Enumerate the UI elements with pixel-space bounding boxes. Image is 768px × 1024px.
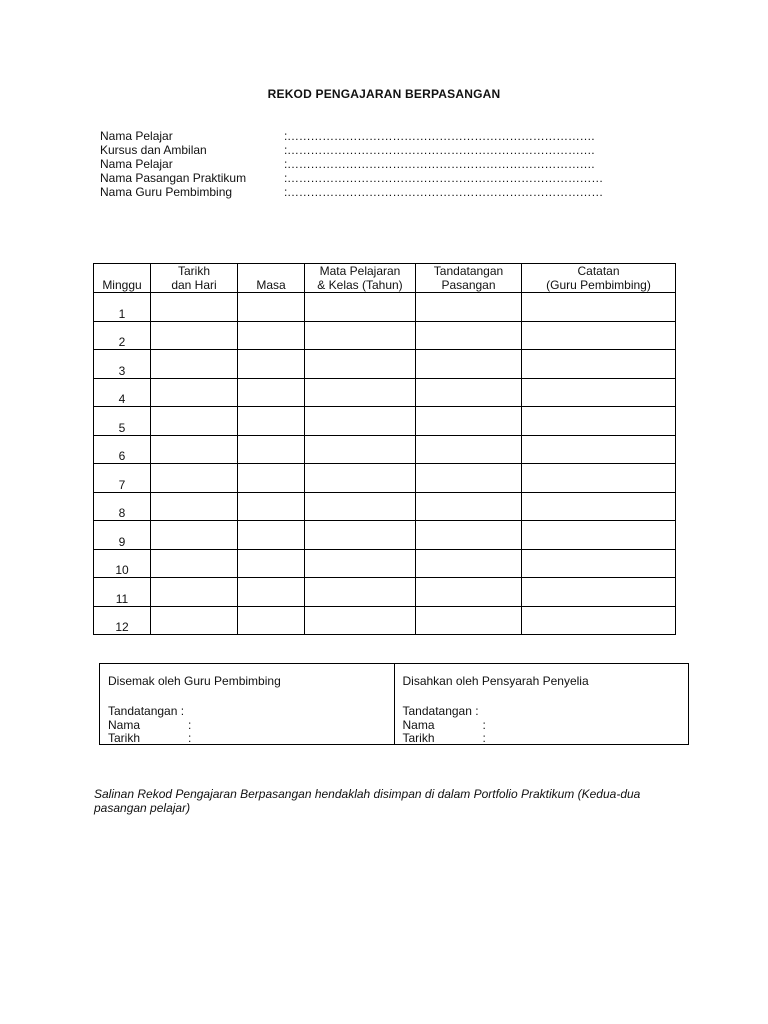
partner-signature-cell[interactable] — [416, 378, 522, 407]
signoff-supervisor-lecturer — [394, 664, 689, 744]
subject-class-cell[interactable] — [305, 407, 416, 436]
col-header-notes: Catatan (Guru Pembimbing) — [522, 264, 676, 293]
time-cell[interactable] — [238, 549, 305, 578]
week-number-cell: 5 — [94, 407, 151, 436]
col-header-week: Minggu — [94, 264, 151, 293]
table-row — [94, 350, 676, 379]
subject-class-cell[interactable] — [305, 321, 416, 350]
name-line[interactable]: Nama : — [108, 718, 192, 732]
date-day-cell[interactable] — [151, 464, 238, 493]
table-row — [94, 435, 676, 464]
partner-signature-cell[interactable] — [416, 521, 522, 550]
signoff-heading: Disemak oleh Guru Pembimbing — [108, 674, 281, 688]
signoff-heading: Disahkan oleh Pensyarah Penyelia — [402, 674, 589, 688]
col-header-partner-signature: Tandatangan Pasangan — [416, 264, 522, 293]
time-cell[interactable] — [238, 407, 305, 436]
notes-cell[interactable] — [522, 492, 676, 521]
partner-signature-cell[interactable] — [416, 435, 522, 464]
field-fill-line[interactable]: :……………………………………………………………………. — [284, 157, 595, 171]
date-line[interactable]: Tarikh : — [402, 731, 486, 745]
date-day-cell[interactable] — [151, 521, 238, 550]
date-line[interactable]: Tarikh : — [108, 731, 192, 745]
week-number-cell: 3 — [94, 350, 151, 379]
table-row — [94, 464, 676, 493]
notes-cell[interactable] — [522, 407, 676, 436]
date-day-cell[interactable] — [151, 378, 238, 407]
subject-class-cell[interactable] — [305, 350, 416, 379]
time-cell[interactable] — [238, 521, 305, 550]
partner-signature-cell[interactable] — [416, 578, 522, 607]
date-label: Tarikh — [108, 731, 141, 745]
time-cell[interactable] — [238, 293, 305, 322]
week-number-cell: 8 — [94, 492, 151, 521]
table-row — [94, 606, 676, 635]
time-cell[interactable] — [238, 464, 305, 493]
subject-class-cell[interactable] — [305, 578, 416, 607]
date-label: Tarikh — [402, 731, 435, 745]
partner-signature-cell[interactable] — [416, 492, 522, 521]
time-cell[interactable] — [238, 321, 305, 350]
time-cell[interactable] — [238, 492, 305, 521]
time-cell[interactable] — [238, 350, 305, 379]
table-header-row — [94, 264, 676, 293]
signature-label: Tandatangan : — [108, 704, 185, 718]
time-cell[interactable] — [238, 578, 305, 607]
subject-class-cell[interactable] — [305, 549, 416, 578]
col-header-subject-class: Mata Pelajaran & Kelas (Tahun) — [305, 264, 416, 293]
notes-cell[interactable] — [522, 321, 676, 350]
date-day-cell[interactable] — [151, 492, 238, 521]
field-fill-line[interactable]: :……………………………………………………………………. — [284, 129, 595, 143]
date-day-cell[interactable] — [151, 321, 238, 350]
date-day-cell[interactable] — [151, 407, 238, 436]
signature-label: Tandatangan : — [402, 704, 479, 718]
partner-signature-cell[interactable] — [416, 350, 522, 379]
field-fill-line[interactable]: :……………………………………………………………………… — [284, 185, 603, 199]
notes-cell[interactable] — [522, 549, 676, 578]
partner-signature-cell[interactable] — [416, 321, 522, 350]
col-header-time: Masa — [238, 264, 305, 293]
signoff-box — [99, 663, 689, 745]
field-fill-line[interactable]: :……………………………………………………………………. — [284, 143, 595, 157]
partner-signature-cell[interactable] — [416, 606, 522, 635]
week-number-cell: 6 — [94, 435, 151, 464]
subject-class-cell[interactable] — [305, 492, 416, 521]
table-row — [94, 378, 676, 407]
table-row — [94, 407, 676, 436]
notes-cell[interactable] — [522, 521, 676, 550]
notes-cell[interactable] — [522, 350, 676, 379]
field-label: Nama Pelajar — [100, 157, 173, 171]
signature-line[interactable] — [403, 704, 479, 718]
week-number-cell: 2 — [94, 321, 151, 350]
table-row — [94, 549, 676, 578]
table-row — [94, 492, 676, 521]
field-label: Kursus dan Ambilan — [100, 143, 207, 157]
partner-signature-cell[interactable] — [416, 293, 522, 322]
table-row — [94, 321, 676, 350]
subject-class-cell[interactable] — [305, 464, 416, 493]
week-number-cell: 11 — [94, 578, 151, 607]
date-day-cell[interactable] — [151, 606, 238, 635]
week-number-cell: 10 — [94, 549, 151, 578]
week-number-cell: 7 — [94, 464, 151, 493]
subject-class-cell[interactable] — [305, 378, 416, 407]
field-fill-line[interactable]: :……………………………………………………………………… — [284, 171, 603, 185]
field-label: Nama Guru Pembimbing — [100, 185, 233, 199]
subject-class-cell[interactable] — [305, 521, 416, 550]
date-day-cell[interactable] — [151, 350, 238, 379]
date-day-cell[interactable] — [151, 293, 238, 322]
time-cell[interactable] — [238, 435, 305, 464]
name-label: Nama — [402, 718, 435, 732]
name-label: Nama — [108, 718, 141, 732]
week-number-cell: 12 — [94, 606, 151, 635]
subject-class-cell[interactable] — [305, 293, 416, 322]
field-label: Nama Pasangan Praktikum — [100, 171, 247, 185]
notes-cell[interactable] — [522, 464, 676, 493]
notes-cell[interactable] — [522, 578, 676, 607]
table-row — [94, 293, 676, 322]
subject-class-cell[interactable] — [305, 435, 416, 464]
notes-cell[interactable] — [522, 606, 676, 635]
partner-signature-cell[interactable] — [416, 407, 522, 436]
signature-line[interactable] — [108, 704, 184, 718]
week-number-cell: 9 — [94, 521, 151, 550]
time-cell[interactable] — [238, 606, 305, 635]
week-number-cell: 1 — [94, 293, 151, 322]
partner-signature-cell[interactable] — [416, 549, 522, 578]
time-cell[interactable] — [238, 378, 305, 407]
notes-cell[interactable] — [522, 293, 676, 322]
form-title: REKOD PENGAJARAN BERPASANGAN — [267, 87, 501, 101]
col-header-date-day: Tarikh dan Hari — [151, 264, 238, 293]
subject-class-cell[interactable] — [305, 606, 416, 635]
field-label: Nama Pelajar — [100, 129, 173, 143]
signoff-supervising-teacher — [100, 664, 394, 744]
notes-cell[interactable] — [522, 435, 676, 464]
name-line[interactable]: Nama : — [402, 718, 486, 732]
notes-cell[interactable] — [522, 378, 676, 407]
table-row — [94, 521, 676, 550]
teaching-record-table — [93, 263, 676, 635]
date-day-cell[interactable] — [151, 578, 238, 607]
date-day-cell[interactable] — [151, 549, 238, 578]
table-row — [94, 578, 676, 607]
week-number-cell: 4 — [94, 378, 151, 407]
partner-signature-cell[interactable] — [416, 464, 522, 493]
footnote: Salinan Rekod Pengajaran Berpasangan hendaklah disimpan di dalam Portfolio Praktikum (Kedua-dua pasangan pelajar) — [94, 787, 641, 815]
date-day-cell[interactable] — [151, 435, 238, 464]
